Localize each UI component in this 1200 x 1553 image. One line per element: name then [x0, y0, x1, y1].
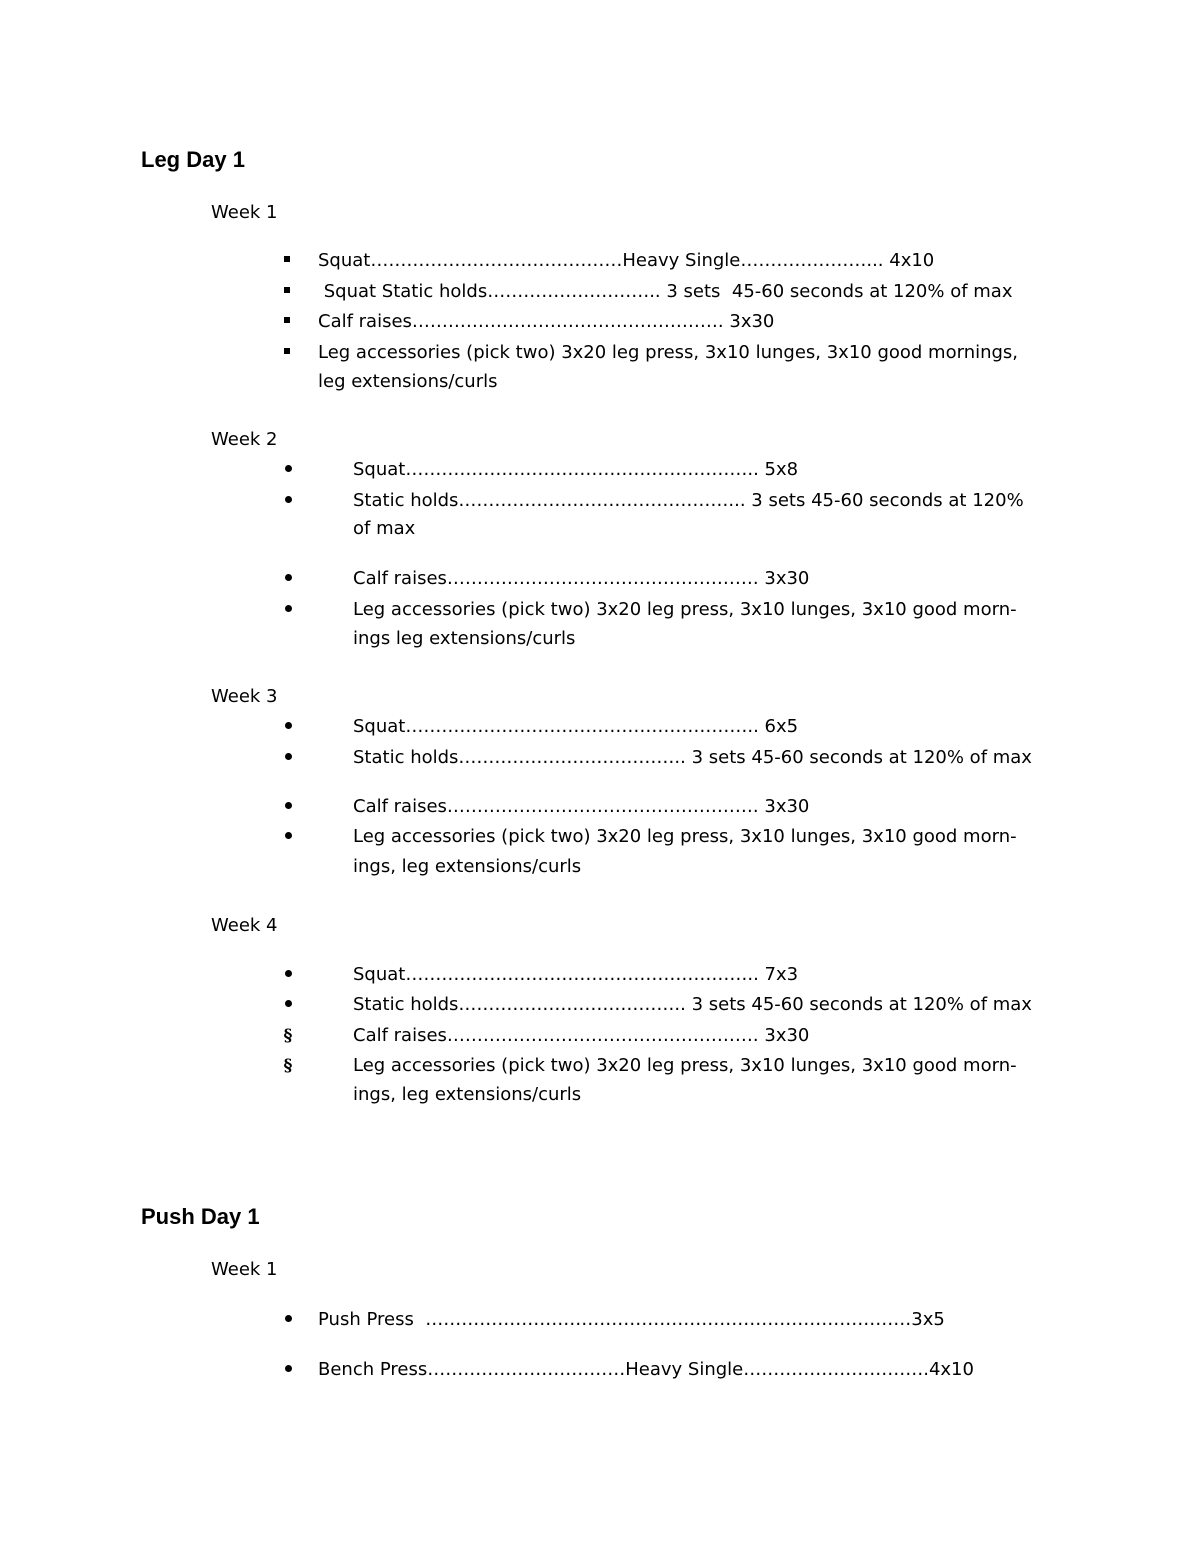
section-sign-bullet-icon: § [283, 1026, 293, 1046]
document-page: Leg Day 1 Week 1 Squat……………………………………Heavy Single…………………... 4x10 Squat Static holds……………………….. 3 sets 45-60 seconds at 120% of max Calf raises……………………………………………. 3x30 Leg accessories (pick two) 3x20 leg press, 3x10 lunges, 3x10 good mornings, leg extensions/curls Week 2 Squat………………………………………………….. 5x8 Static holds………………………………………... 3 sets 45-60 seconds at 120% of max Calf raises……………………………………………. 3x30 Leg accessories (pick two) 3x20 leg press, 3x10 lunges, 3x10 good morn- ings leg extensions/curls Week 3 Squat………………………………………………….. 6x5 Static holds……………………………….. 3 sets 45-60 seconds at 120% of max Calf raises……………………………………………. 3x30 Leg accessories (pick two) 3x20 leg press, 3x10 lunges, 3x10 good morn- ings, leg extensions/curls Week 4 Squat………………………………………………….. 7x3 Static holds……………………………….. 3 sets 45-60 seconds at 120% of max § Calf raises……………………………………………. 3x30 § Leg accessories (pick two) 3x20 leg press, 3x10 lunges, 3x10 good morn- ings, leg extensions/curls Push Day 1 Week 1 Push Press ………………………………………………………………………3x5 Bench Press……………………………Heavy Single………………………….4x10 [0, 0, 1200, 1553]
bullet-dot-icon [281, 960, 295, 990]
bullet-dot-icon [281, 990, 295, 1020]
week-label: Week 2 [211, 429, 278, 450]
bullet-dot-icon [281, 564, 295, 594]
section-title-leg-day: Leg Day 1 [141, 147, 245, 172]
section-sign-bullet-icon: § [283, 1056, 293, 1076]
week-label: Week 3 [211, 686, 278, 707]
bullet-square-icon [280, 338, 294, 368]
week-label: Week 1 [211, 1259, 278, 1280]
bullet-dot-icon [281, 486, 295, 516]
bullet-dot-icon [281, 455, 295, 485]
bullet-square-icon [280, 277, 294, 307]
week-label: Week 1 [211, 202, 278, 223]
bullet-dot-icon [281, 743, 295, 773]
section-title-push-day: Push Day 1 [141, 1204, 260, 1229]
bullet-dot-icon [281, 792, 295, 822]
bullet-dot-icon [281, 595, 295, 625]
bullet-dot-icon [281, 1305, 295, 1335]
bullet-dot-icon [281, 1355, 295, 1385]
bullet-dot-icon [281, 822, 295, 852]
week-label: Week 4 [211, 915, 278, 936]
bullet-square-icon [280, 246, 294, 276]
bullet-square-icon [280, 307, 294, 337]
bullet-dot-icon [281, 712, 295, 742]
